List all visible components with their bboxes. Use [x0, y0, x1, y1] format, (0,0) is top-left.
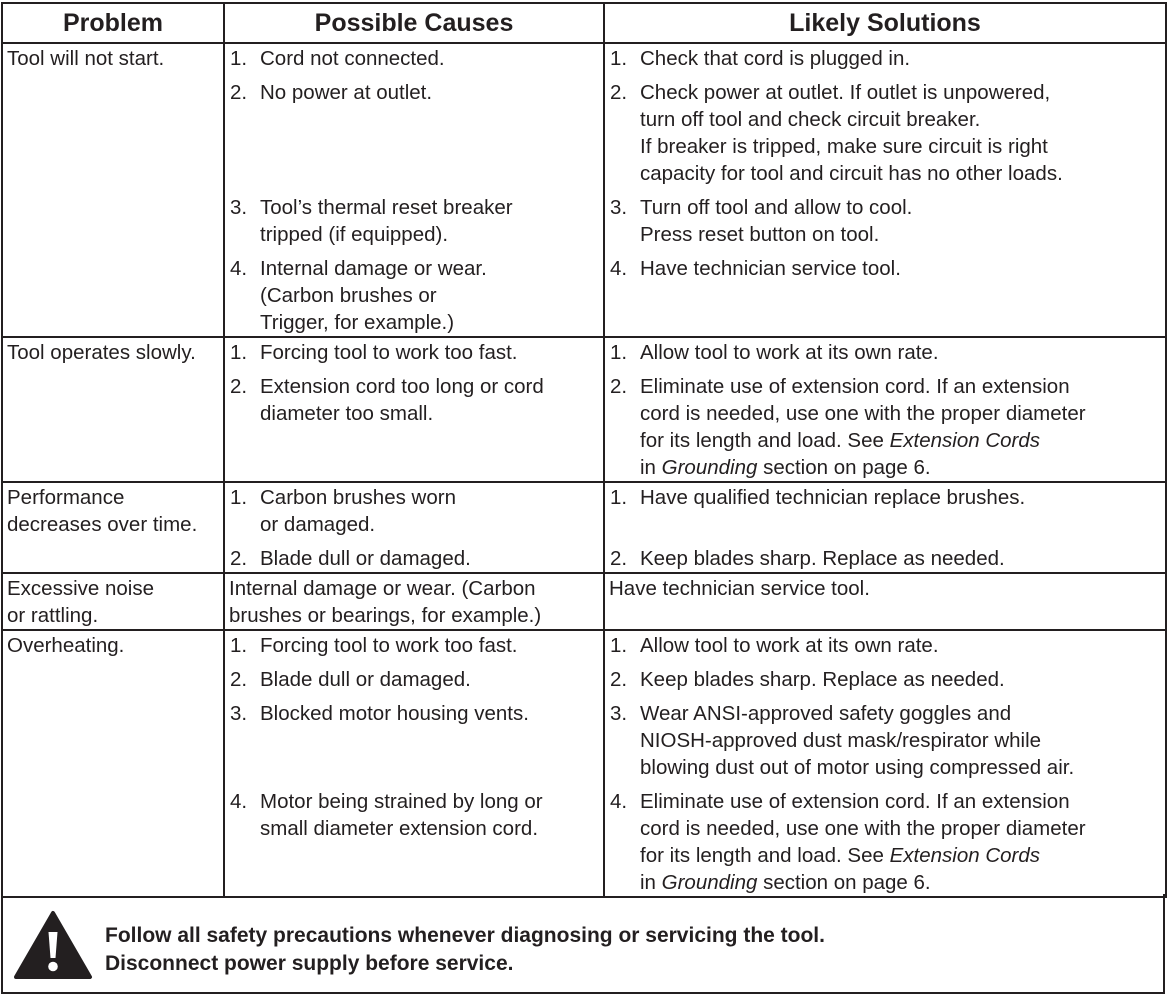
solution-text-part: section on page 6. [757, 871, 931, 894]
causes-cell [224, 630, 604, 897]
cause-item [225, 788, 603, 842]
safety-warning-box [1, 894, 1165, 994]
solution-item [605, 373, 1165, 481]
solutions-cell [604, 573, 1166, 630]
solution-number: 2. [610, 668, 628, 691]
table-row [2, 482, 1166, 573]
solution-number: 3. [610, 702, 628, 725]
cause-text: Forcing tool to work too fast. [260, 341, 518, 364]
causes-cell [224, 43, 604, 337]
solution-item [605, 788, 1165, 896]
cause-text: Internal damage or wear. (Carbon brushes or Trigger, for example.) [260, 257, 487, 334]
problem-text: Tool operates slowly. [7, 341, 196, 364]
cause-number: 2. [230, 81, 248, 104]
warning-triangle-icon [13, 910, 93, 980]
solution-item [605, 484, 1165, 538]
solution-number: 4. [610, 257, 628, 280]
grounding-reference: Grounding [661, 871, 758, 894]
cause-text: Blocked motor housing vents. [260, 702, 529, 725]
solution-text: Keep blades sharp. Replace as needed. [640, 668, 1005, 691]
cause-item [225, 339, 603, 366]
solution-item [605, 255, 1165, 282]
troubleshooting-table [1, 2, 1167, 898]
cause-number: 2. [230, 668, 248, 691]
cause-item [225, 79, 603, 187]
solution-text: Check power at outlet. If outlet is unpowered, turn off tool and check circuit breaker. If breaker is tripped, make sure circuit is right capacity for tool and circuit has no other loads. [640, 81, 1063, 185]
solution-number: 4. [610, 790, 628, 813]
solution-number: 2. [610, 375, 628, 398]
solutions-cell [604, 482, 1166, 573]
table-row [2, 573, 1166, 630]
cause-item [225, 484, 603, 538]
cause-text: Cord not connected. [260, 47, 445, 70]
solution-text: Turn off tool and allow to cool. Press reset button on tool. [640, 196, 913, 246]
cause-number: 3. [230, 196, 248, 219]
solution-number: 2. [610, 81, 628, 104]
solutions-cell [604, 43, 1166, 337]
solution-number: 3. [610, 196, 628, 219]
cause-number: 1. [230, 341, 248, 364]
problem-text: Tool will not start. [7, 47, 165, 70]
problem-text: Performance decreases over time. [7, 486, 198, 536]
cause-text: Blade dull or damaged. [260, 547, 471, 570]
solution-number: 1. [610, 47, 628, 70]
solution-text: Have qualified technician replace brushes. [640, 486, 1026, 509]
solution-number: 1. [610, 341, 628, 364]
cause-number: 2. [230, 375, 248, 398]
causes-cell [224, 573, 604, 630]
cause-text: Carbon brushes worn or damaged. [260, 486, 456, 536]
solution-item [605, 194, 1165, 248]
solution-item [605, 666, 1165, 693]
cause-text: Extension cord too long or cord diameter too small. [260, 375, 544, 425]
header-row [2, 3, 1166, 43]
solution-text: Keep blades sharp. Replace as needed. [640, 547, 1005, 570]
causes-cell [224, 482, 604, 573]
cause-number: 1. [230, 486, 248, 509]
solution-item [605, 632, 1165, 659]
cause-item [225, 632, 603, 659]
cause-item [225, 194, 603, 248]
header-likely-solutions: Likely Solutions [604, 3, 1166, 43]
cause-text: Forcing tool to work too fast. [260, 634, 518, 657]
header-possible-causes: Possible Causes [224, 3, 604, 43]
causes-cell [224, 337, 604, 482]
cause-item [225, 255, 603, 336]
cause-text: No power at outlet. [260, 81, 433, 104]
solution-text-part: in [640, 871, 656, 894]
cause-number: 3. [230, 702, 248, 725]
problem-cell [2, 573, 224, 630]
cause-number: 1. [230, 47, 248, 70]
cause-number: 1. [230, 634, 248, 657]
solutions-cell [604, 630, 1166, 897]
cause-number: 2. [230, 547, 248, 570]
solution-text [640, 788, 1161, 896]
solution-item [605, 79, 1165, 187]
solutions-cell [604, 337, 1166, 482]
problem-cell [2, 630, 224, 897]
solution-text-part: Eliminate use of extension cord. If an extension cord is needed, use one with the proper diameter for its length and load. See [640, 790, 1086, 867]
solution-text: Check that cord is plugged in. [640, 47, 911, 70]
solution-number: 1. [610, 634, 628, 657]
solution-text [640, 373, 1161, 481]
solution-text-part: Eliminate use of extension cord. If an extension cord is needed, use one with the proper diameter for its length and load. See [640, 375, 1086, 452]
solution-text-part: in [640, 456, 656, 479]
cause-number: 4. [230, 790, 248, 813]
problem-cell [2, 482, 224, 573]
problem-text: Excessive noise or rattling. [7, 577, 154, 627]
problem-cell [2, 337, 224, 482]
solution-text: Have technician service tool. [640, 257, 901, 280]
solution-number: 1. [610, 486, 628, 509]
cause-number: 4. [230, 257, 248, 280]
grounding-reference: Grounding [661, 456, 758, 479]
header-problem: Problem [2, 3, 224, 43]
extension-cords-reference: Extension Cords [889, 429, 1041, 452]
table-row [2, 630, 1166, 897]
extension-cords-reference: Extension Cords [889, 844, 1041, 867]
cause-text: Tool’s thermal reset breaker tripped (if equipped). [260, 196, 513, 246]
cause-item [225, 545, 603, 572]
solution-text: Allow tool to work at its own rate. [640, 341, 939, 364]
solution-text: Have technician service tool. [609, 577, 870, 600]
safety-warning-text: Follow all safety precautions whenever diagnosing or servicing the tool. Disconnect power supply before service. [105, 924, 825, 975]
solution-item [605, 700, 1165, 781]
problem-cell [2, 43, 224, 337]
cause-text: Blade dull or damaged. [260, 668, 471, 691]
cause-text: Motor being strained by long or small diameter extension cord. [260, 790, 543, 840]
solution-number: 2. [610, 547, 628, 570]
problem-text: Overheating. [7, 634, 125, 657]
solution-item [605, 339, 1165, 366]
cause-item [225, 666, 603, 693]
cause-item [225, 373, 603, 427]
cause-item [225, 45, 603, 72]
cause-text: Internal damage or wear. (Carbon brushes or bearings, for example.) [229, 577, 542, 627]
solution-text: Wear ANSI-approved safety goggles and NIOSH-approved dust mask/respirator while blowing dust out of motor using compressed air. [640, 702, 1075, 779]
solution-text-part: section on page 6. [757, 456, 931, 479]
solution-item [605, 545, 1165, 572]
table-row [2, 43, 1166, 337]
cause-item [225, 700, 603, 781]
table-row [2, 337, 1166, 482]
solution-item [605, 45, 1165, 72]
solution-text: Allow tool to work at its own rate. [640, 634, 939, 657]
